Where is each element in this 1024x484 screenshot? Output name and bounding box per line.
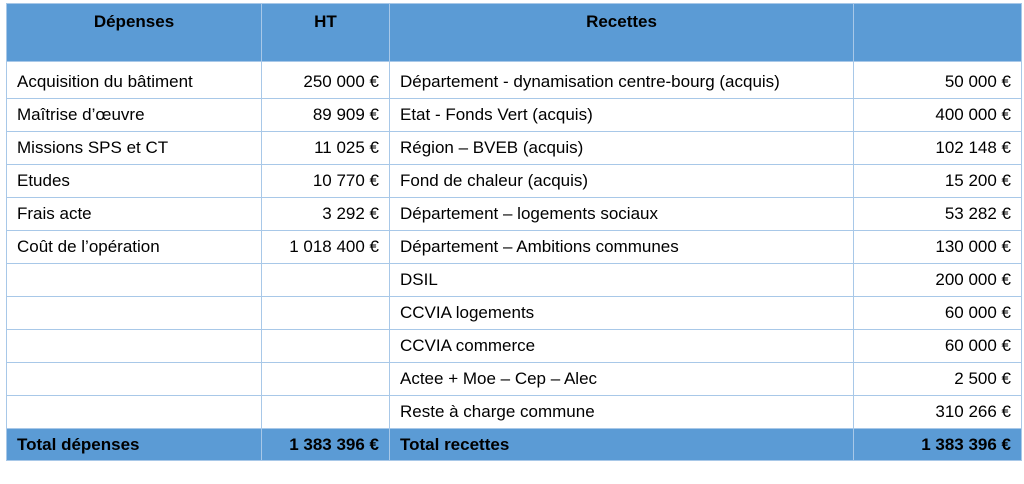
recette-cell: Etat - Fonds Vert (acquis) [390, 99, 854, 132]
ht-cell: 1 018 400 € [262, 231, 390, 264]
table-row [7, 165, 1022, 198]
header-montant [854, 4, 1022, 62]
table-row [7, 62, 1022, 99]
montant-cell: 130 000 € [854, 231, 1022, 264]
ht-cell: 11 025 € [262, 132, 390, 165]
montant-cell: 15 200 € [854, 165, 1022, 198]
depense-cell [7, 264, 262, 297]
ht-cell: 250 000 € [262, 62, 390, 99]
montant-cell: 400 000 € [854, 99, 1022, 132]
total-depenses-value: 1 383 396 € [262, 429, 390, 461]
montant-cell: 2 500 € [854, 363, 1022, 396]
recette-cell: Département - dynamisation centre-bourg (acquis) [390, 62, 854, 99]
recette-cell: Région – BVEB (acquis) [390, 132, 854, 165]
table-row [7, 396, 1022, 429]
total-depenses-label: Total dépenses [7, 429, 262, 461]
recette-cell: Fond de chaleur (acquis) [390, 165, 854, 198]
ht-cell [262, 396, 390, 429]
depense-cell [7, 396, 262, 429]
budget-table [6, 3, 1022, 461]
header-ht: HT [262, 4, 390, 62]
ht-cell: 3 292 € [262, 198, 390, 231]
table-row [7, 99, 1022, 132]
total-recettes-label: Total recettes [390, 429, 854, 461]
montant-cell: 60 000 € [854, 297, 1022, 330]
header-recettes: Recettes [390, 4, 854, 62]
depense-cell: Coût de l’opération [7, 231, 262, 264]
montant-cell: 102 148 € [854, 132, 1022, 165]
table-row [7, 264, 1022, 297]
montant-cell: 200 000 € [854, 264, 1022, 297]
recette-cell: CCVIA logements [390, 297, 854, 330]
depense-cell [7, 297, 262, 330]
header-depenses: Dépenses [7, 4, 262, 62]
table-row [7, 231, 1022, 264]
montant-cell: 53 282 € [854, 198, 1022, 231]
montant-cell: 60 000 € [854, 330, 1022, 363]
recette-cell: Actee + Moe – Cep – Alec [390, 363, 854, 396]
ht-cell [262, 363, 390, 396]
ht-cell: 10 770 € [262, 165, 390, 198]
total-recettes-value: 1 383 396 € [854, 429, 1022, 461]
depense-cell: Maîtrise d’œuvre [7, 99, 262, 132]
ht-cell [262, 264, 390, 297]
ht-cell [262, 297, 390, 330]
depense-cell [7, 363, 262, 396]
table-row [7, 330, 1022, 363]
montant-cell: 50 000 € [854, 62, 1022, 99]
recette-cell: CCVIA commerce [390, 330, 854, 363]
recette-cell: Département – logements sociaux [390, 198, 854, 231]
table-row [7, 132, 1022, 165]
depense-cell: Frais acte [7, 198, 262, 231]
table-row [7, 198, 1022, 231]
header-row [7, 4, 1022, 62]
depense-cell: Acquisition du bâtiment [7, 62, 262, 99]
recette-cell: Département – Ambitions communes [390, 231, 854, 264]
recette-cell: DSIL [390, 264, 854, 297]
recette-cell: Reste à charge commune [390, 396, 854, 429]
depense-cell: Etudes [7, 165, 262, 198]
table-row [7, 297, 1022, 330]
montant-cell: 310 266 € [854, 396, 1022, 429]
ht-cell [262, 330, 390, 363]
depense-cell [7, 330, 262, 363]
depense-cell: Missions SPS et CT [7, 132, 262, 165]
total-row [7, 429, 1022, 461]
table-row [7, 363, 1022, 396]
ht-cell: 89 909 € [262, 99, 390, 132]
table-body [7, 62, 1022, 429]
